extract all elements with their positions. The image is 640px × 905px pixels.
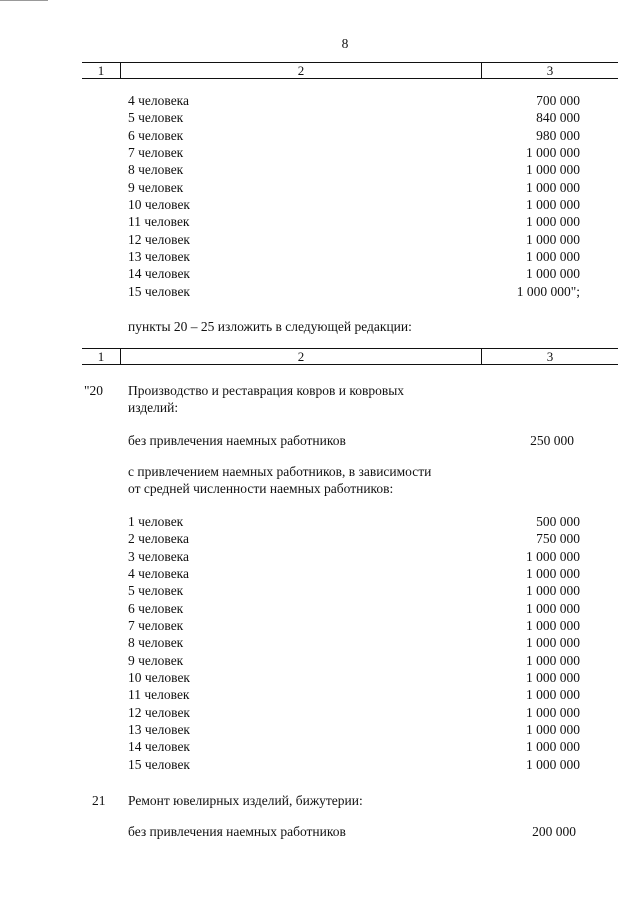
list-item-label: 5 человек (128, 583, 184, 599)
list-item-value: 1 000 000 (526, 687, 580, 703)
list-item-label: 12 человек (128, 704, 190, 720)
list-item-value: 1 000 000 (526, 618, 580, 634)
list-item (128, 513, 580, 530)
list-item (128, 617, 580, 634)
list-item-value: 500 000 (536, 514, 580, 529)
table-header-col-1: 1 (82, 349, 121, 364)
list-item-value: 1 000 000 (526, 670, 580, 686)
list-item-label: 9 человек (128, 652, 184, 668)
list-item-label: 11 человек (128, 214, 190, 230)
list-item-value: 700 000 (536, 93, 580, 108)
list-item-value: 1 000 000"; (516, 283, 580, 299)
table-header-col-3: 3 (546, 349, 554, 364)
item-21-number: 21 (92, 793, 106, 808)
list-item-value: 1 000 000 (526, 704, 580, 720)
list-item (128, 652, 580, 669)
list-item-value: 1 000 000 (526, 635, 580, 651)
list-item-label: 8 человек (128, 635, 184, 651)
list-item-value: 1 000 000 (526, 249, 580, 265)
list-item (128, 686, 580, 703)
list-item (128, 196, 580, 213)
list-item-value: 1 000 000 (526, 548, 580, 564)
table-header-row-2 (82, 348, 618, 365)
list-item-value: 1 000 000 (526, 739, 580, 755)
list-item (128, 283, 580, 300)
list-item-label: 10 человек (128, 670, 190, 686)
list-item-label: 4 человека (128, 93, 190, 108)
list-item-value: 1 000 000 (526, 162, 580, 178)
list-item (128, 756, 580, 773)
list-item (128, 530, 580, 547)
first-list (128, 92, 580, 300)
list-item-label: 12 человек (128, 231, 190, 247)
list-item (128, 582, 580, 599)
list-item (128, 548, 580, 565)
list-item (128, 634, 580, 651)
page-number: 8 (341, 36, 349, 51)
list-item-label: 6 человек (128, 600, 184, 616)
list-item (128, 704, 580, 721)
list-item-value: 1 000 000 (526, 214, 580, 230)
list-item (128, 231, 580, 248)
item-20-title-line-1: Производство и реставрация ковров и ковровых (128, 383, 405, 398)
item-21-title: Ремонт ювелирных изделий, бижутерии: (128, 793, 363, 808)
list-item (128, 669, 580, 686)
amendment-text: пункты 20 – 25 изложить в следующей редакции: (128, 319, 412, 334)
list-item-label: 7 человек (128, 145, 184, 161)
list-item-label: 13 человек (128, 722, 190, 738)
list-item-label: 8 человек (128, 162, 184, 178)
list-item-label: 14 человек (128, 266, 190, 282)
list-item (128, 213, 580, 230)
list-item-label: 13 человек (128, 249, 190, 265)
list-item-label: 2 человека (128, 531, 190, 547)
list-item (128, 600, 580, 617)
list-item-value: 1 000 000 (526, 231, 580, 247)
list-item (128, 127, 580, 144)
item-21-without-workers-value: 200 000 (532, 824, 576, 839)
item-21-without-workers-label: без привлечения наемных работников (128, 824, 346, 839)
list-item-value: 1 000 000 (526, 266, 580, 282)
list-item (128, 721, 580, 738)
list-item-value: 1 000 000 (526, 179, 580, 195)
list-item-label: 14 человек (128, 739, 190, 755)
list-item-value: 840 000 (536, 110, 580, 126)
table-header-col-3: 3 (546, 63, 554, 78)
list-item (128, 265, 580, 282)
item-20-without-workers-label: без привлечения наемных работников (128, 433, 346, 448)
item-20-title-line-2: изделий: (128, 400, 179, 415)
list-item-value: 750 000 (536, 531, 580, 547)
list-item-value: 1 000 000 (526, 145, 580, 161)
list-item-label: 9 человек (128, 179, 184, 195)
item-20-with-workers-line-1: с привлечением наемных работников, в зависимости (128, 464, 432, 479)
list-item (128, 179, 580, 196)
list-item-label: 11 человек (128, 687, 190, 703)
list-item-label: 6 человек (128, 127, 184, 143)
list-item (128, 248, 580, 265)
list-item-value: 1 000 000 (526, 722, 580, 738)
scan-corner-mark (0, 0, 48, 4)
list-item (128, 565, 580, 582)
list-item-value: 1 000 000 (526, 600, 580, 616)
list-item-label: 1 человек (128, 514, 184, 529)
list-item-value: 1 000 000 (526, 197, 580, 213)
list-item-value: 980 000 (536, 127, 580, 143)
list-item (128, 161, 580, 178)
list-item-value: 1 000 000 (526, 583, 580, 599)
item-20-without-workers-value: 250 000 (530, 433, 574, 448)
list-item-value: 1 000 000 (526, 652, 580, 668)
list-item-value: 1 000 000 (526, 756, 580, 772)
table-header-col-2: 2 (121, 63, 482, 78)
list-item-label: 15 человек (128, 283, 190, 299)
list-item-label: 15 человек (128, 756, 190, 772)
item-20-number: "20 (84, 383, 104, 398)
list-item-label: 3 человека (128, 548, 190, 564)
list-item-label: 10 человек (128, 197, 190, 213)
list-item-label: 7 человек (128, 618, 184, 634)
list-item-label: 4 человека (128, 566, 190, 582)
list-item-label: 5 человек (128, 110, 184, 126)
list-item (128, 109, 580, 126)
list-item (128, 144, 580, 161)
table-header-row (82, 62, 618, 79)
item-20-with-workers-line-2: от средней численности наемных работников: (128, 481, 394, 496)
item-20-list (128, 513, 580, 773)
table-header-col-1: 1 (82, 63, 121, 78)
list-item (128, 738, 580, 755)
list-item (128, 92, 580, 109)
list-item-value: 1 000 000 (526, 566, 580, 582)
table-header-col-2: 2 (121, 349, 482, 364)
